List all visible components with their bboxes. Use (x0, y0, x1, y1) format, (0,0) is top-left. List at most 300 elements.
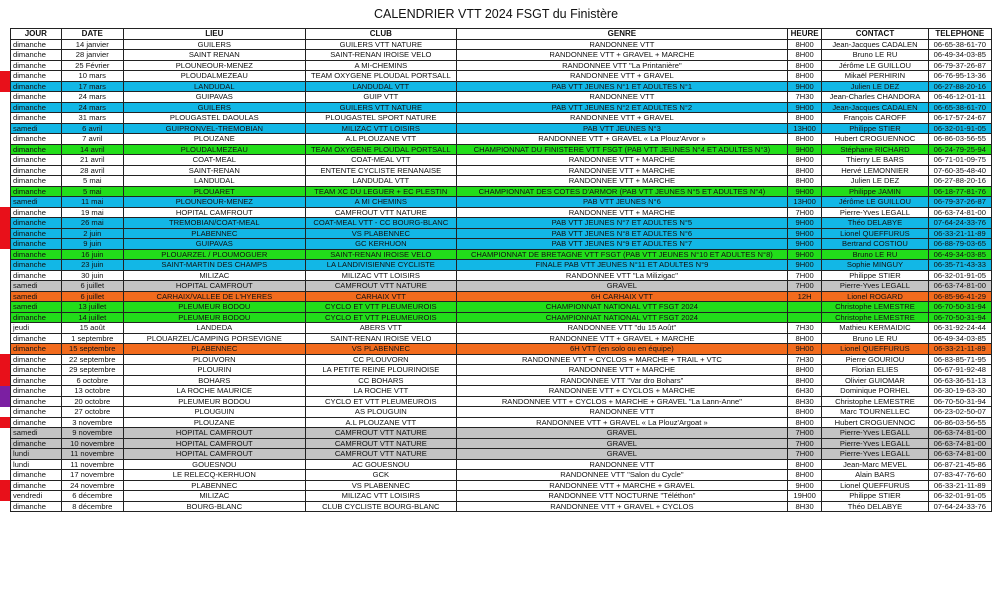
cell-date: 6 avril (61, 123, 123, 134)
table-row (11, 312, 992, 323)
cell-telephone: 06-35-71-43-33 (928, 260, 991, 271)
cell-telephone: 06-49-34-03-85 (928, 333, 991, 344)
cell-contact: Stéphane RICHARD (822, 144, 928, 155)
cell-contact: Bruno LE RU (822, 50, 928, 61)
cell-date: 10 novembre (61, 438, 123, 449)
row-marker (0, 71, 10, 92)
cell-date: 19 mai (61, 207, 123, 218)
cell-lieu: PLOUARZEL/CAMPING PORSEVIGNE (123, 333, 305, 344)
cell-heure: 8H00 (787, 155, 821, 166)
cell-contact: Jérôme LE GUILLOU (822, 60, 928, 71)
cell-lieu: PLOUZANE (123, 134, 305, 145)
cell-telephone: 06-65-38-61-70 (928, 102, 991, 113)
table-row (11, 333, 992, 344)
cell-jour: dimanche (11, 113, 62, 124)
table-row (11, 197, 992, 208)
cell-lieu: GOUESNOU (123, 459, 305, 470)
table-row (11, 260, 992, 271)
cell-contact: Julien LE DEZ (822, 176, 928, 187)
cell-heure: 9H00 (787, 480, 821, 491)
cell-date: 7 avril (61, 134, 123, 145)
cell-genre: GRAVEL (456, 438, 787, 449)
cell-heure: 9H00 (787, 144, 821, 155)
cell-telephone: 06-63-36-51-13 (928, 375, 991, 386)
cell-contact: Christophe LEMESTRE (822, 396, 928, 407)
cell-contact: Pierre-Yves LEGALL (822, 449, 928, 460)
cell-date: 31 mars (61, 113, 123, 124)
cell-contact: Bruno LE RU (822, 333, 928, 344)
cell-contact: Jérôme LE GUILLOU (822, 197, 928, 208)
row-marker (0, 480, 10, 501)
cell-telephone: 07-83-47-76-60 (928, 470, 991, 481)
cell-telephone: 06-33-21-11-89 (928, 344, 991, 355)
cell-jour: samedi (11, 123, 62, 134)
cell-genre: CHAMPIONNAT DU FINISTERE VTT FSGT (PAB VTT JEUNES N°4 ET ADULTES N°3) (456, 144, 787, 155)
cell-contact: Pierre-Yves LEGALL (822, 428, 928, 439)
cell-date: 22 septembre (61, 354, 123, 365)
table-row (11, 491, 992, 502)
cell-lieu: PLOUDALMEZEAU (123, 71, 305, 82)
table-row (11, 123, 992, 134)
cell-club: A.L PLOUZANE VTT (305, 134, 456, 145)
cell-club: ABERS VTT (305, 323, 456, 334)
cell-jour: dimanche (11, 207, 62, 218)
cell-club: CYCLO ET VTT PLEUMEUROIS (305, 302, 456, 313)
cell-genre: RANDONNEE VTT + CYCLOS + MARCHE + TRAIL + VTC (456, 354, 787, 365)
cell-telephone: 06-27-88-20-16 (928, 81, 991, 92)
cell-date: 24 novembre (61, 480, 123, 491)
cell-telephone: 06-86-03-56-55 (928, 417, 991, 428)
cell-contact: Hervé LEMONNIER (822, 165, 928, 176)
cell-telephone: 06-27-88-20-16 (928, 176, 991, 187)
cell-jour: dimanche (11, 228, 62, 239)
cell-heure: 7H30 (787, 354, 821, 365)
cell-genre: CHAMPIONNAT DES COTES D'ARMOR (PAB VTT JEUNES N°5 ET ADULTES N°4) (456, 186, 787, 197)
cell-date: 6 juillet (61, 281, 123, 292)
cell-telephone: 06-87-21-45-86 (928, 459, 991, 470)
cell-heure: 8H00 (787, 60, 821, 71)
cell-heure: 13H00 (787, 123, 821, 134)
cell-date: 1 septembre (61, 333, 123, 344)
cell-jour: dimanche (11, 50, 62, 61)
col-header-genre: GENRE (456, 29, 787, 40)
table-row (11, 365, 992, 376)
cell-genre: RANDONNEE VTT (456, 407, 787, 418)
col-header-jour: JOUR (11, 29, 62, 40)
cell-date: 23 juin (61, 260, 123, 271)
cell-lieu: LE RELECQ-KERHUON (123, 470, 305, 481)
cell-date: 15 septembre (61, 344, 123, 355)
cell-genre: 6H VTT (en solo ou en équipe) (456, 344, 787, 355)
table-row (11, 60, 992, 71)
cell-genre: RANDONNEE VTT + GRAVEL (456, 113, 787, 124)
cell-date: 11 mai (61, 197, 123, 208)
cell-club: CAMFROUT VTT NATURE (305, 428, 456, 439)
cell-date: 20 octobre (61, 396, 123, 407)
cell-heure: 7H00 (787, 281, 821, 292)
cell-date: 2 juin (61, 228, 123, 239)
cell-contact: Pierre-Yves LEGALL (822, 207, 928, 218)
col-header-contact: CONTACT (822, 29, 928, 40)
cell-lieu: BOURG-BLANC (123, 501, 305, 512)
cell-date: 13 juillet (61, 302, 123, 313)
cell-heure: 8H00 (787, 176, 821, 187)
cell-jour: dimanche (11, 438, 62, 449)
cell-telephone: 06-63-74-81-00 (928, 207, 991, 218)
cell-jour: dimanche (11, 81, 62, 92)
cell-lieu: PLOURIN (123, 365, 305, 376)
table-row (11, 176, 992, 187)
table-row (11, 50, 992, 61)
cell-telephone: 06-63-74-81-00 (928, 438, 991, 449)
cell-club: MILIZAC VTT LOISIRS (305, 270, 456, 281)
cell-heure: 8H00 (787, 333, 821, 344)
cell-contact: Jean-Marc MEVEL (822, 459, 928, 470)
cell-contact: Pierre-Yves LEGALL (822, 438, 928, 449)
cell-club: SAINT-RENAN IROISE VELO (305, 333, 456, 344)
cell-telephone: 06-88-79-03-65 (928, 239, 991, 250)
cell-date: 9 novembre (61, 428, 123, 439)
table-row (11, 417, 992, 428)
cell-jour: dimanche (11, 60, 62, 71)
cell-genre: RANDONNEE VTT "La Milizigac" (456, 270, 787, 281)
cell-club: CARHAIX VTT (305, 291, 456, 302)
cell-heure: 7H00 (787, 207, 821, 218)
cell-heure: 12H (787, 291, 821, 302)
cell-heure: 9H00 (787, 81, 821, 92)
cell-club: VS PLABENNEC (305, 480, 456, 491)
cell-date: 17 mars (61, 81, 123, 92)
table-row (11, 407, 992, 418)
cell-genre: RANDONNEE VTT "Salon du Cycle" (456, 470, 787, 481)
cell-club: CAMFROUT VTT NATURE (305, 449, 456, 460)
cell-contact: Sophie MINGUY (822, 260, 928, 271)
cell-genre: PAB VTT JEUNES N°9 ET ADULTES N°7 (456, 239, 787, 250)
cell-jour: lundi (11, 449, 62, 460)
cell-genre: RANDONNEE VTT (456, 459, 787, 470)
cell-date: 13 octobre (61, 386, 123, 397)
cell-lieu: PLOUGASTEL DAOULAS (123, 113, 305, 124)
cell-genre: RANDONNEE VTT + GRAVEL (456, 71, 787, 82)
table-row (11, 375, 992, 386)
table-row (11, 165, 992, 176)
cell-telephone: 07-64-24-33-76 (928, 501, 991, 512)
cell-lieu: PLOUZANE (123, 417, 305, 428)
cell-lieu: PLEUMEUR BODOU (123, 312, 305, 323)
cell-lieu: PLEUMEUR BODOU (123, 396, 305, 407)
table-row (11, 459, 992, 470)
cell-date: 5 mai (61, 176, 123, 187)
cell-club: COAT-MEAL VTT - CC BOURG-BLANC (305, 218, 456, 229)
cell-lieu: HOPITAL CAMFROUT (123, 428, 305, 439)
cell-jour: dimanche (11, 480, 62, 491)
cell-date: 25 Février (61, 60, 123, 71)
cell-club: TEAM OXYGENE PLOUDAL PORTSALL (305, 144, 456, 155)
table-row (11, 354, 992, 365)
cell-club: MILIZAC VTT LOISIRS (305, 491, 456, 502)
cell-lieu: PLOUDALMEZEAU (123, 144, 305, 155)
cell-contact: Christophe LEMESTRE (822, 302, 928, 313)
cell-club: LANDUDAL VTT (305, 81, 456, 92)
calendar-body (11, 39, 992, 512)
cell-telephone: 07-64-24-33-76 (928, 218, 991, 229)
cell-jour: dimanche (11, 333, 62, 344)
cell-jour: dimanche (11, 407, 62, 418)
cell-genre: CHAMPIONNAT NATIONAL VTT FSGT 2024 (456, 302, 787, 313)
cell-genre: RANDONNEE VTT (456, 39, 787, 50)
cell-jour: dimanche (11, 39, 62, 50)
cell-lieu: HOPITAL CAMFROUT (123, 207, 305, 218)
cell-contact: Pierre GOURIOU (822, 354, 928, 365)
cell-jour: dimanche (11, 375, 62, 386)
cell-contact: Lionel QUEFFURUS (822, 344, 928, 355)
calendar-table (10, 28, 992, 512)
cell-jour: dimanche (11, 501, 62, 512)
cell-date: 6 octobre (61, 375, 123, 386)
cell-telephone: 06-70-50-31-94 (928, 312, 991, 323)
cell-contact: Christophe LEMESTRE (822, 312, 928, 323)
cell-genre: RANDONNEE VTT + GRAVEL + CYCLOS (456, 501, 787, 512)
table-row (11, 186, 992, 197)
cell-club: AC GOUESNOU (305, 459, 456, 470)
cell-jour: dimanche (11, 249, 62, 260)
cell-genre: RANDONNEE VTT + CYCLOS + MARCHE (456, 386, 787, 397)
cell-club: ENTENTE CYCLISTE RENANAISE (305, 165, 456, 176)
cell-lieu: LANDUDAL (123, 176, 305, 187)
cell-telephone: 06-49-34-03-85 (928, 50, 991, 61)
cell-lieu: PLOUARZEL / PLOUMOGUER (123, 249, 305, 260)
cell-genre: CHAMPIONNAT NATIONAL VTT FSGT 2024 (456, 312, 787, 323)
cell-club: GUILERS VTT NATURE (305, 102, 456, 113)
table-row (11, 501, 992, 512)
table-row (11, 249, 992, 260)
cell-jour: dimanche (11, 417, 62, 428)
cell-heure: 8H00 (787, 113, 821, 124)
cell-date: 21 avril (61, 155, 123, 166)
cell-lieu: BOHARS (123, 375, 305, 386)
col-header-telephone: TELEPHONE (928, 29, 991, 40)
table-row (11, 113, 992, 124)
cell-club: COAT-MEAL VTT (305, 155, 456, 166)
cell-contact: Hubert CROGUENNOC (822, 134, 928, 145)
cell-club: CC BOHARS (305, 375, 456, 386)
cell-telephone: 06-86-03-56-55 (928, 134, 991, 145)
cell-jour: dimanche (11, 176, 62, 187)
table-row (11, 281, 992, 292)
cell-date: 6 décembre (61, 491, 123, 502)
cell-club: CC PLOUVORN (305, 354, 456, 365)
cell-jour: dimanche (11, 470, 62, 481)
cell-contact: Florian ELIES (822, 365, 928, 376)
cell-lieu: HOPITAL CAMFROUT (123, 449, 305, 460)
page-title: CALENDRIER VTT 2024 FSGT du Finistère (373, 7, 619, 21)
cell-date: 11 novembre (61, 459, 123, 470)
cell-heure: 7H30 (787, 92, 821, 103)
cell-club: LA PETITE REINE PLOURINOISE (305, 365, 456, 376)
cell-contact: Mikaël PERHIRIN (822, 71, 928, 82)
cell-contact: Lionel QUEFFURUS (822, 480, 928, 491)
table-row (11, 92, 992, 103)
cell-contact: Marc TOURNELLEC (822, 407, 928, 418)
cell-contact: Théo DELABYE (822, 501, 928, 512)
cell-date: 30 juin (61, 270, 123, 281)
cell-contact: Pierre-Yves LEGALL (822, 281, 928, 292)
cell-genre: RANDONNEE VTT + MARCHE (456, 165, 787, 176)
cell-telephone: 06-63-74-81-00 (928, 428, 991, 439)
cell-telephone: 06-65-38-61-70 (928, 39, 991, 50)
cell-telephone: 06-33-21-11-89 (928, 228, 991, 239)
cell-heure: 13H00 (787, 197, 821, 208)
cell-telephone: 06-31-92-24-44 (928, 323, 991, 334)
cell-lieu: CARHAIX/VALLEE DE L'HYERES (123, 291, 305, 302)
cell-date: 16 juin (61, 249, 123, 260)
cell-club: CYCLO ET VTT PLEUMEUROIS (305, 312, 456, 323)
cell-genre: RANDONNEE VTT "Var dro Bohars" (456, 375, 787, 386)
table-row (11, 71, 992, 82)
cell-jour: dimanche (11, 134, 62, 145)
cell-genre: RANDONNEE VTT + GRAVEL + MARCHE (456, 50, 787, 61)
cell-club: SAINT-RENAN IROISE VELO (305, 249, 456, 260)
cell-date: 28 janvier (61, 50, 123, 61)
cell-genre: PAB VTT JEUNES N°1 ET ADULTES N°1 (456, 81, 787, 92)
cell-club: GC KERHUON (305, 239, 456, 250)
cell-contact: Julien LE DEZ (822, 81, 928, 92)
cell-jour: samedi (11, 197, 62, 208)
cell-lieu: LANDUDAL (123, 81, 305, 92)
cell-lieu: MILIZAC (123, 491, 305, 502)
cell-heure: 8H00 (787, 50, 821, 61)
cell-genre: FINALE PAB VTT JEUNES N°11 ET ADULTES N°9 (456, 260, 787, 271)
cell-heure: 9H00 (787, 344, 821, 355)
table-row (11, 480, 992, 491)
table-row (11, 302, 992, 313)
cell-date: 11 novembre (61, 449, 123, 460)
col-header-heure: HEURE (787, 29, 821, 40)
cell-telephone: 06-23-02-50-07 (928, 407, 991, 418)
cell-date: 9 juin (61, 239, 123, 250)
cell-telephone: 06-18-77-81-76 (928, 186, 991, 197)
cell-lieu: PLEUMEUR BODOU (123, 302, 305, 313)
cell-lieu: GUIPRONVEL-TREMOBIAN (123, 123, 305, 134)
cell-heure: 19H00 (787, 491, 821, 502)
cell-jour: dimanche (11, 218, 62, 229)
cell-date: 29 septembre (61, 365, 123, 376)
cell-club: VS PLABENNEC (305, 228, 456, 239)
cell-club: SAINT-RENAN IROISE VELO (305, 50, 456, 61)
cell-club: CLUB CYCLISTE BOURG-BLANC (305, 501, 456, 512)
cell-contact: Philippe STIER (822, 123, 928, 134)
cell-jour: dimanche (11, 386, 62, 397)
cell-telephone: 06-67-91-92-48 (928, 365, 991, 376)
cell-telephone: 07-60-35-48-40 (928, 165, 991, 176)
cell-club: CAMFROUT VTT NATURE (305, 207, 456, 218)
col-header-date: DATE (61, 29, 123, 40)
cell-date: 17 novembre (61, 470, 123, 481)
cell-jour: dimanche (11, 396, 62, 407)
cell-club: CYCLO ET VTT PLEUMEUROIS (305, 396, 456, 407)
cell-heure: 8H00 (787, 459, 821, 470)
cell-lieu: HOPITAL CAMFROUT (123, 281, 305, 292)
cell-genre: RANDONNEE VTT + GRAVEL + MARCHE (456, 333, 787, 344)
cell-heure: 8H30 (787, 501, 821, 512)
cell-lieu: GUIPAVAS (123, 239, 305, 250)
cell-date: 3 novembre (61, 417, 123, 428)
cell-lieu: SAINT-MARTIN DES CHAMPS (123, 260, 305, 271)
cell-contact: François CAROFF (822, 113, 928, 124)
cell-heure (787, 312, 821, 323)
cell-heure: 6H30 (787, 386, 821, 397)
table-row (11, 470, 992, 481)
cell-club: A.L PLOUZANE VTT (305, 417, 456, 428)
table-row (11, 218, 992, 229)
cell-jour: dimanche (11, 186, 62, 197)
cell-lieu: HOPITAL CAMFROUT (123, 438, 305, 449)
cell-telephone: 06-17-57-24-67 (928, 113, 991, 124)
cell-lieu: LANDEDA (123, 323, 305, 334)
cell-lieu: PLOUGUIN (123, 407, 305, 418)
cell-club: GUIP VTT (305, 92, 456, 103)
cell-jour: dimanche (11, 312, 62, 323)
cell-telephone: 06-24-79-25-94 (928, 144, 991, 155)
cell-genre: GRAVEL (456, 449, 787, 460)
cell-club: CAMFROUT VTT NATURE (305, 438, 456, 449)
cell-lieu: SAINT-RENAN (123, 165, 305, 176)
cell-telephone: 06-63-74-81-00 (928, 281, 991, 292)
cell-genre: RANDONNEE VTT (456, 92, 787, 103)
table-row (11, 81, 992, 92)
cell-genre: RANDONNEE VTT + CYCLOS + MARCHE + GRAVEL "La Lann-Anne" (456, 396, 787, 407)
cell-date: 14 avril (61, 144, 123, 155)
cell-club: VS PLABENNEC (305, 344, 456, 355)
cell-club: PLOUGASTEL SPORT NATURE (305, 113, 456, 124)
cell-contact: Jean-Jacques CADALEN (822, 102, 928, 113)
cell-club: AS PLOUGUIN (305, 407, 456, 418)
cell-club: CAMFROUT VTT NATURE (305, 281, 456, 292)
cell-heure: 9H00 (787, 228, 821, 239)
header-row (11, 29, 992, 40)
cell-jour: dimanche (11, 365, 62, 376)
cell-telephone: 06-30-19-63-30 (928, 386, 991, 397)
cell-club: LA ROCHE VTT (305, 386, 456, 397)
col-header-club: CLUB (305, 29, 456, 40)
cell-jour: vendredi (11, 491, 62, 502)
cell-date: 24 mars (61, 102, 123, 113)
cell-genre: RANDONNEE VTT + GRAVEL « La Plouz'Arvor » (456, 134, 787, 145)
cell-genre: CHAMPIONNAT DE BRETAGNE VTT FSGT (PAB VTT JEUNES N°10 ET ADULTES N°8) (456, 249, 787, 260)
cell-date: 24 mars (61, 92, 123, 103)
cell-telephone: 06-79-37-26-87 (928, 197, 991, 208)
cell-jour: samedi (11, 281, 62, 292)
cell-genre: RANDONNEE VTT + MARCHE (456, 365, 787, 376)
cell-club: TEAM XC DU LEGUER + EC PLESTIN (305, 186, 456, 197)
cell-lieu: PLABENNEC (123, 228, 305, 239)
cell-genre: PAB VTT JEUNES N°2 ET ADULTES N°2 (456, 102, 787, 113)
cell-contact: Lionel ROGARD (822, 291, 928, 302)
cell-heure: 9H00 (787, 249, 821, 260)
cell-date: 8 décembre (61, 501, 123, 512)
cell-date: 14 janvier (61, 39, 123, 50)
cell-telephone: 06-63-74-81-00 (928, 449, 991, 460)
cell-telephone: 06-46-12-01-11 (928, 92, 991, 103)
cell-heure: 7H00 (787, 428, 821, 439)
cell-date: 15 août (61, 323, 123, 334)
cell-genre: RANDONNEE VTT "du 15 Août" (456, 323, 787, 334)
cell-jour: dimanche (11, 260, 62, 271)
cell-genre: PAB VTT JEUNES N°8 ET ADULTES N°6 (456, 228, 787, 239)
cell-genre: PAB VTT JEUNES N°3 (456, 123, 787, 134)
cell-jour: samedi (11, 291, 62, 302)
table-row (11, 102, 992, 113)
